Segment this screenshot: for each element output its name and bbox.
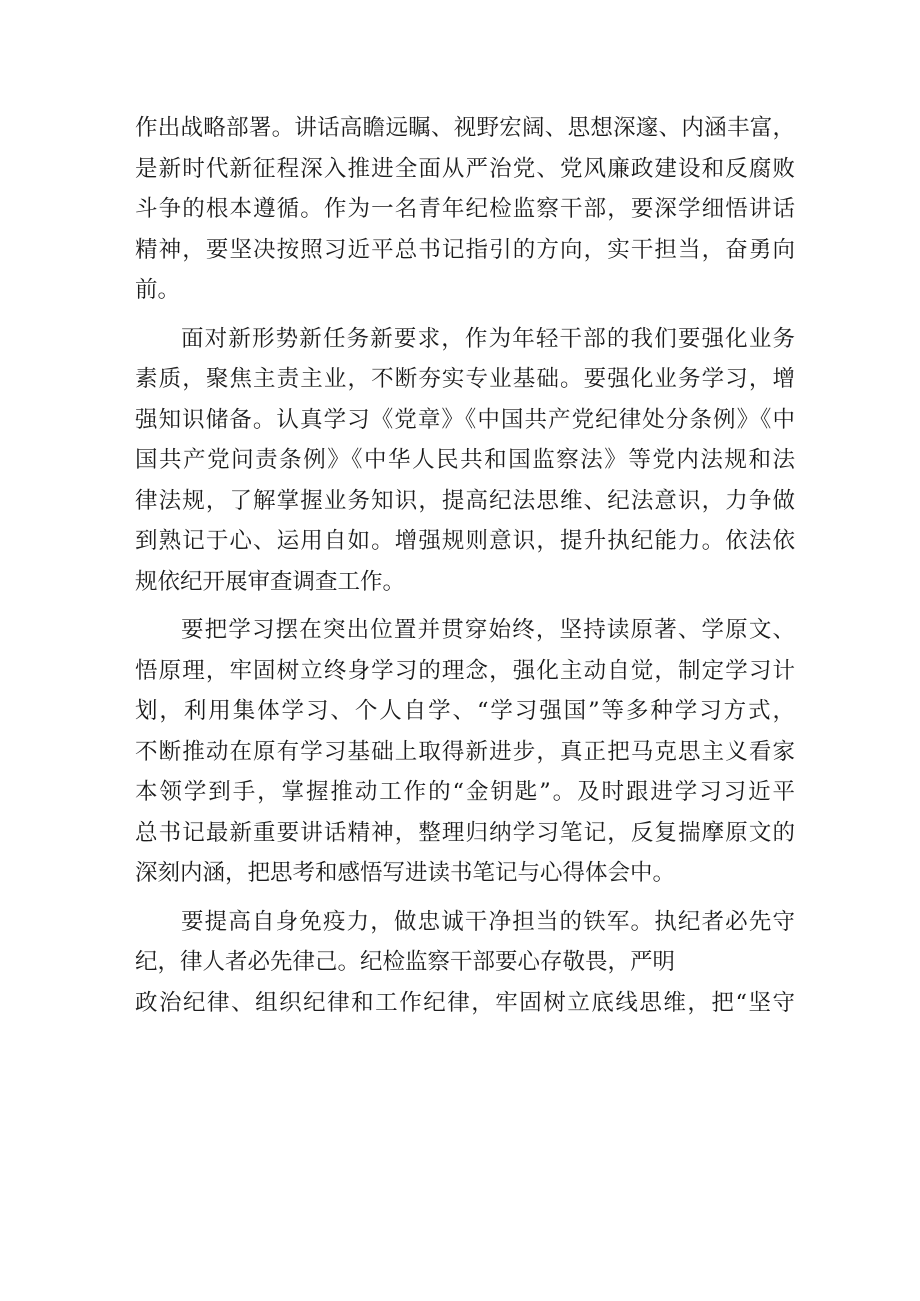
- paragraph-line: 不断推动在原有学习基础上取得新进步，真正把马克思主义看家: [135, 738, 795, 765]
- paragraph-line: 悟原理，牢固树立终身学习的理念，强化主动自觉，制定学习计: [135, 657, 795, 684]
- paragraph-line: 前。: [135, 277, 181, 303]
- paragraph-line: 作出战略部署。讲话高瞻远瞩、视野宏阔、思想深邃、内涵丰富，: [135, 115, 795, 141]
- paragraph-line: 是新时代新征程深入推进全面从严治党、党风廉政建设和反腐败: [135, 155, 795, 182]
- paragraph-line: 深刻内涵，把思考和感悟写进读书笔记与心得体会中。: [135, 860, 676, 886]
- paragraph-line: 纪，律人者必先律己。纪检监察干部要心存敬畏，严明: [135, 949, 676, 975]
- paragraph-4: [135, 902, 795, 1024]
- paragraph-line: 总书记最新重要讲话精神，整理归纳学习笔记，反复揣摩原文的: [135, 819, 795, 846]
- paragraph-line: 面对新形势新任务新要求，作为年轻干部的我们要强化业务: [181, 325, 795, 352]
- paragraph-1: [135, 108, 795, 311]
- paragraph-line: 律法规，了解掌握业务知识，提高纪法思维、纪法意识，力争做: [135, 487, 795, 514]
- paragraph-3: [135, 610, 795, 894]
- paragraph-line: 到熟记于心、运用自如。增强规则意识，提升执纪能力。依法依: [135, 528, 795, 554]
- paragraph-line: 要把学习摆在突出位置并贯穿始终，坚持读原著、学原文、: [181, 617, 795, 643]
- paragraph-line: 素质，聚焦主责主业，不断夯实专业基础。要强化业务学习，增: [135, 366, 795, 392]
- paragraph-line: 要提高自身免疫力，做忠诚干净担当的铁军。执纪者必先守: [181, 908, 795, 935]
- paragraph-line: 划，利用集体学习、个人自学、“学习强国”等多种学习方式，: [135, 698, 795, 724]
- paragraph-line: 规依纪开展审查调查工作。: [135, 568, 406, 595]
- paragraph-line: 斗争的根本遵循。作为一名青年纪检监察干部，要深学细悟讲话: [135, 196, 795, 222]
- paragraph-line: 本领学到手，掌握推动工作的“金钥匙”。及时跟进学习习近平: [135, 779, 795, 805]
- paragraph-line: 政治纪律、组织纪律和工作纪律，牢固树立底线思维，把“坚守: [135, 989, 795, 1016]
- paragraph-2: [135, 319, 795, 603]
- document-body: [135, 108, 795, 1023]
- paragraph-line: 国共产党问责条例》《中华人民共和国监察法》等党内法规和法: [135, 447, 795, 473]
- paragraph-line: 精神，要坚决按照习近平总书记指引的方向，实干担当，奋勇向: [135, 236, 795, 263]
- paragraph-line: 强知识储备。认真学习《党章》《中国共产党纪律处分条例》《中: [135, 406, 795, 433]
